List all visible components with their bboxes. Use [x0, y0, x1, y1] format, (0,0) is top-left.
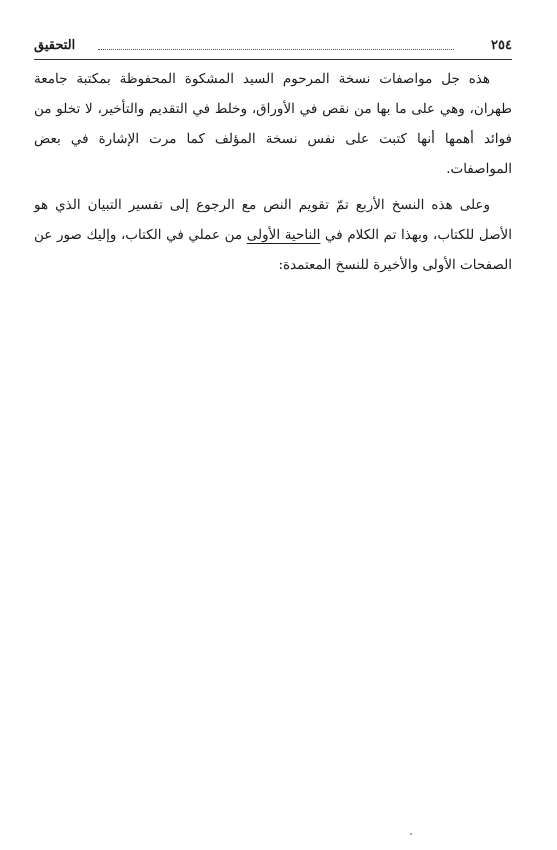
- header-rule: [34, 59, 512, 60]
- paragraph-2-text-before: وعلى هذه النسخ الأربع تمّ تقويم النص مع الرجوع إلى تفسير التبيان الذي هو الأصل للكتاب، وبهذا تم الكلام في: [34, 197, 512, 243]
- paragraph-2: [34, 190, 512, 280]
- underlined-phrase: الناحية الأولى: [246, 227, 321, 243]
- header-leader-dots: [98, 49, 454, 50]
- paragraph-1: هذه جل مواصفات نسخة المرحوم السيد المشكوة المحفوظة بمكتبة جامعة طهران، وهي على ما بها من نقص في الأوراق، وخلط في التقديم والتأخير، لا تخلو من فوائد أهمها أنها كتبت على نفس نسخة المؤلف كما مرت الإشارة في بعض المواصفات.: [34, 71, 512, 177]
- header-title: التحقيق: [34, 38, 76, 53]
- scan-speck: [410, 833, 412, 835]
- paragraph-2-text-after: من عملي في الكتاب، وإليك صور عن الصفحات الأولى والأخيرة للنسخ المعتمدة:: [34, 227, 512, 273]
- body-text: [34, 64, 512, 286]
- page-number: ٢٥٤: [491, 38, 512, 53]
